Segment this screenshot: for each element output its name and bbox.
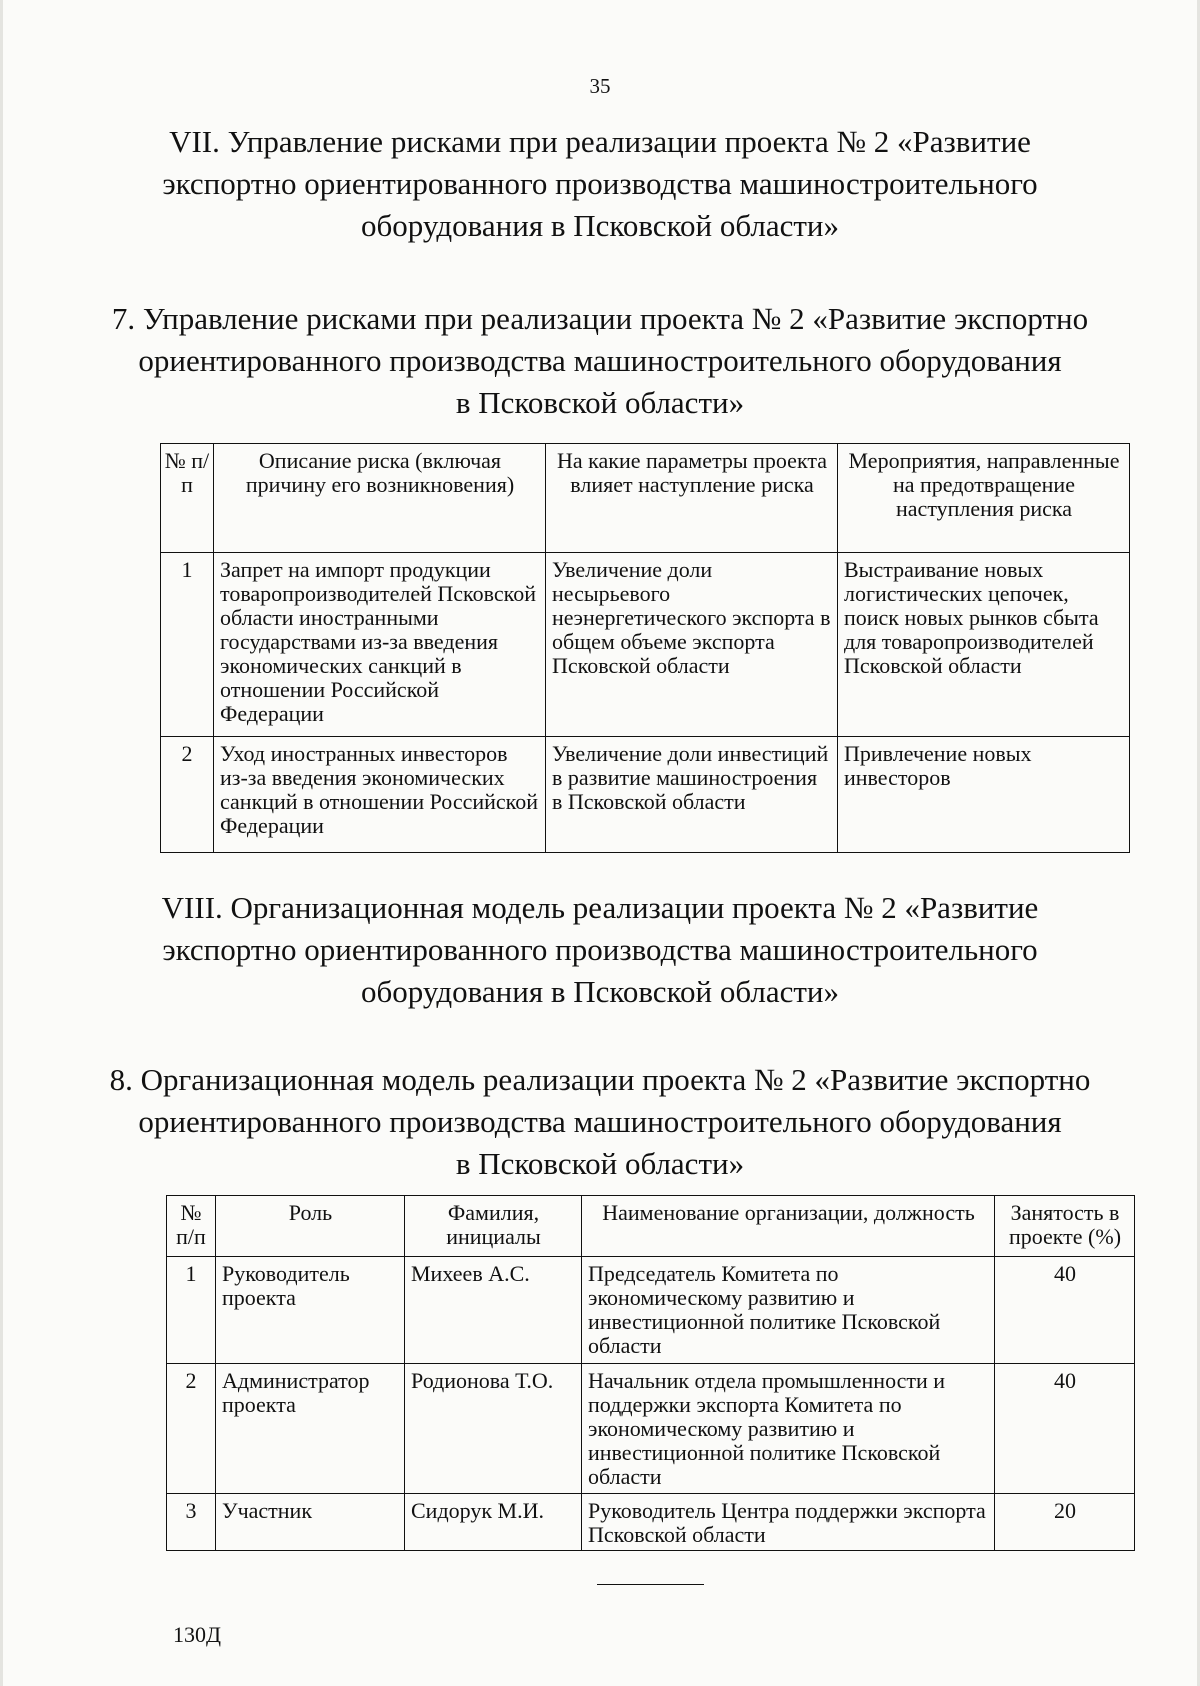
heading-line: в Псковской области» [455,385,745,420]
scan-edge-left [0,0,3,1686]
row-number: 2 [161,737,214,853]
risk-description: Запрет на импорт продукции товаропроизводителей Псковской области иностранными государствами из-за введения экономических санкций в отношении Российской Федерации [214,553,546,737]
person-name: Родионова Т.О. [405,1364,582,1494]
employment-percent: 40 [995,1257,1135,1364]
col-header-affected-parameters: На какие параметры проекта влияет наступление риска [546,444,838,553]
table-header-row [161,444,1130,553]
col-header-organization: Наименование организации, должность [582,1196,995,1257]
org-table [166,1195,1135,1551]
end-rule [597,1584,704,1585]
person-name: Сидорук М.И. [405,1494,582,1551]
heading-line: экспортно ориентированного производства машиностроительного [162,932,1038,967]
heading-line: ориентированного производства машиностроительного оборудования [138,1104,1062,1139]
affected-parameters: Увеличение доли несырьевого неэнергетического экспорта в общем объеме экспорта Псковской области [546,553,838,737]
organization-position: Руководитель Центра поддержки экспорта Псковской области [582,1494,995,1551]
affected-parameters: Увеличение доли инвестиций в развитие машиностроения в Псковской области [546,737,838,853]
heading-line: 8. Организационная модель реализации проекта № 2 «Развитие экспортно [109,1062,1091,1097]
footer-code: 130Д [173,1622,222,1647]
section8-roman-heading [0,887,1200,1013]
person-name: Михеев А.С. [405,1257,582,1364]
role: Руководитель проекта [216,1257,405,1364]
col-header-mitigation: Мероприятия, направленные на предотвращение наступления риска [838,444,1130,553]
col-header-role: Роль [216,1196,405,1257]
organization-position: Начальник отдела промышленности и поддержки экспорта Комитета по экономическому развитию и инвестиционной политике Псковской области [582,1364,995,1494]
page-number: 35 [589,74,611,98]
mitigation: Привлечение новых инвесторов [838,737,1130,853]
row-number: 1 [161,553,214,737]
table-row [161,737,1130,853]
table-row [167,1257,1135,1364]
table-header-row [167,1196,1135,1257]
section7-roman-heading [0,121,1200,247]
heading-line: ориентированного производства машиностроительного оборудования [138,343,1062,378]
heading-line: в Псковской области» [455,1146,745,1181]
col-header-number: № п/п [161,444,214,553]
row-number: 2 [167,1364,216,1494]
heading-line: VIII. Организационная модель реализации проекта № 2 «Развитие [161,890,1039,925]
organization-position: Председатель Комитета по экономическому развитию и инвестиционной политике Псковской области [582,1257,995,1364]
heading-line: экспортно ориентированного производства машиностроительного [162,166,1038,201]
employment-percent: 40 [995,1364,1135,1494]
mitigation: Выстраивание новых логистических цепочек, поиск новых рынков сбыта для товаропроизводителей Псковской области [838,553,1130,737]
heading-line: оборудования в Псковской области» [360,208,840,243]
section7-table-heading [0,298,1200,424]
table-row [161,553,1130,737]
role: Администратор проекта [216,1364,405,1494]
heading-line: VII. Управление рисками при реализации проекта № 2 «Развитие [169,124,1031,159]
employment-percent: 20 [995,1494,1135,1551]
row-number: 1 [167,1257,216,1364]
section8-table-heading [0,1059,1200,1185]
heading-line: 7. Управление рисками при реализации проекта № 2 «Развитие экспортно [111,301,1089,336]
col-header-number: № п/п [167,1196,216,1257]
heading-line: оборудования в Псковской области» [360,974,840,1009]
table-row [167,1364,1135,1494]
risk-table [160,443,1130,853]
table-row [167,1494,1135,1551]
row-number: 3 [167,1494,216,1551]
col-header-name: Фамилия, инициалы [405,1196,582,1257]
role: Участник [216,1494,405,1551]
col-header-risk-description: Описание риска (включая причину его возникновения) [214,444,546,553]
risk-description: Уход иностранных инвесторов из-за введения экономических санкций в отношении Российской Федерации [214,737,546,853]
col-header-employment: Занятость в проекте (%) [995,1196,1135,1257]
